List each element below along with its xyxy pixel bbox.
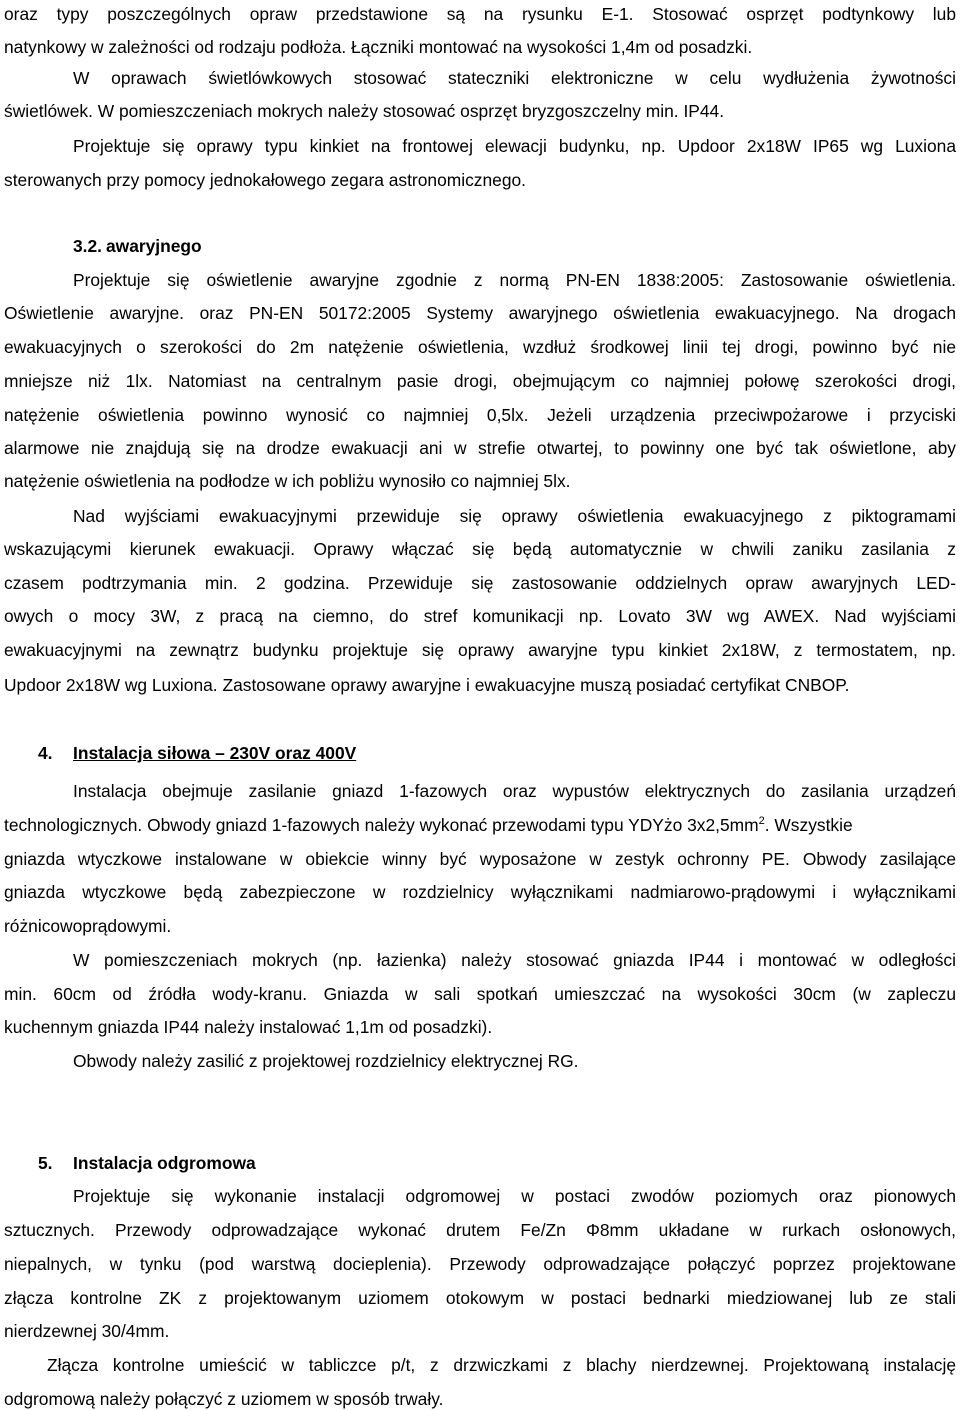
paragraph-line: Projektuje się wykonanie instalacji odgromowej w postaci zwodów poziomych oraz pionowych bbox=[73, 1186, 956, 1206]
paragraph-line: oraz typy poszczególnych opraw przedstawione są na rysunku E-1. Stosować osprzęt podtynkowy lub bbox=[4, 4, 956, 24]
paragraph-line: W pomieszczeniach mokrych (np. łazienka) należy stosować gniazda IP44 i montować w odległości bbox=[73, 950, 956, 970]
section-number: 3.2. bbox=[73, 236, 103, 256]
paragraph-line: W oprawach świetlówkowych stosować stateczniki elektroniczne w celu wydłużenia żywotności bbox=[73, 68, 956, 88]
section-title: Instalacja odgromowa bbox=[73, 1153, 256, 1173]
paragraph-line: sztucznych. Przewody odprowadzające wykonać drutem Fe/Zn Φ8mm układane w rurkach osłonowych, bbox=[4, 1220, 956, 1240]
paragraph-line: różnicowoprądowymi. bbox=[4, 916, 172, 936]
section-title: Instalacja siłowa – 230V oraz 400V bbox=[73, 743, 357, 763]
paragraph-line: gniazda wtyczkowe będą zabezpieczone w rozdzielnicy wyłącznikami nadmiarowo-prądowymi i wyłącznikami bbox=[4, 882, 956, 902]
paragraph-line: mniejsze niż 1lx. Natomiast na centralnym pasie drogi, obejmującym co najmniej połowę szerokości drogi, bbox=[4, 371, 956, 391]
paragraph-line: alarmowe nie znajdują się na drodze ewakuacji ani w strefie otwartej, to powinny one być tak oświetlone, aby bbox=[4, 438, 956, 458]
paragraph-line: gniazda wtyczkowe instalowane w obiekcie winny być wyposażone w zestyk ochronny PE. Obwody zasilające bbox=[4, 849, 956, 869]
paragraph-line: Złącza kontrolne umieścić w tabliczce p/t, z drzwiczkami z blachy nierdzewnej. Projektowaną instalację bbox=[47, 1355, 956, 1375]
paragraph-line: ewakuacyjnych o szerokości do 2m natężenie oświetlenia, wzdłuż środkowej linii tej drogi, powinno być nie bbox=[4, 337, 956, 357]
paragraph-line: odgromową należy połączyć z uziomem w sposób trwały. bbox=[4, 1389, 444, 1409]
paragraph-line: natężenie oświetlenia na podłodze w ich pobliżu wynosiło co najmniej 5lx. bbox=[4, 471, 571, 491]
section-number: 4. bbox=[38, 743, 53, 763]
paragraph-line: natynkowy w zależności od rodzaju podłoża. Łączniki montować na wysokości 1,4m od posadzki. bbox=[4, 37, 753, 57]
paragraph-line: kuchennym gniazda IP44 należy instalować 1,1m od posadzki). bbox=[4, 1017, 493, 1037]
paragraph-line: ewakuacyjnymi na zewnątrz budynku projektuje się oprawy awaryjne typu kinkiet 2x18W, z termostatem, np. bbox=[4, 640, 956, 660]
paragraph-line: sterowanych przy pomocy jednokałowego zegara astronomicznego. bbox=[4, 170, 526, 190]
section-title: awaryjnego bbox=[106, 236, 202, 256]
section-number: 5. bbox=[38, 1153, 53, 1173]
paragraph-line: min. 60cm od źródła wody-kranu. Gniazda w sali spotkań umieszczać na wysokości 30cm (w zapleczu bbox=[4, 984, 956, 1004]
paragraph-line: Updoor 2x18W wg Luxiona. Zastosowane oprawy awaryjne i ewakuacyjne muszą posiadać certyfikat CNBOP. bbox=[4, 675, 850, 695]
paragraph-line: Projektuje się oprawy typu kinkiet na frontowej elewacji budynku, np. Updoor 2x18W IP65 wg Luxiona bbox=[73, 136, 956, 156]
paragraph-line: Instalacja obejmuje zasilanie gniazd 1-fazowych oraz wypustów elektrycznych do zasilania urządzeń bbox=[73, 781, 956, 801]
text-span: . Wszystkie bbox=[764, 815, 853, 835]
paragraph-line: natężenie oświetlenia powinno wynosić co najmniej 0,5lx. Jeżeli urządzenia przeciwpożarowe i przyciski bbox=[4, 405, 956, 425]
paragraph-line: wskazującymi kierunek ewakuacji. Oprawy włączać się będą automatycznie w chwili zaniku zasilania z bbox=[4, 539, 956, 559]
paragraph-line: niepalnych, w tynku (pod warstwą docieplenia). Przewody odprowadzające połączyć poprzez projektowane bbox=[4, 1254, 956, 1274]
paragraph-line: złącza kontrolne ZK z projektowanym uziomem otokowym w postaci bednarki miedziowanej lub ze stali bbox=[4, 1288, 956, 1308]
paragraph-line: Nad wyjściami ewakuacyjnymi przewiduje się oprawy oświetlenia ewakuacyjnego z piktogramami bbox=[73, 506, 956, 526]
superscript: 2 bbox=[758, 815, 765, 828]
paragraph-line: Oświetlenie awaryjne. oraz PN-EN 50172:2005 Systemy awaryjnego oświetlenia ewakuacyjnego. Na drogach bbox=[4, 303, 956, 323]
paragraph-line: owych o mocy 3W, z pracą na ciemno, do stref komunikacji np. Lovato 3W wg AWEX. Nad wyjściami bbox=[4, 606, 956, 626]
paragraph-line: nierdzewnej 30/4mm. bbox=[4, 1321, 170, 1341]
paragraph-line: czasem podtrzymania min. 2 godzina. Przewiduje się zastosowanie oddzielnych opraw awaryjnych LED- bbox=[4, 573, 956, 593]
paragraph-line: świetlówek. W pomieszczeniach mokrych należy stosować osprzęt bryzgoszczelny min. IP44. bbox=[4, 101, 725, 121]
paragraph-line bbox=[4, 814, 956, 836]
paragraph-line: Obwody należy zasilić z projektowej rozdzielnicy elektrycznej RG. bbox=[73, 1051, 579, 1071]
text-span: technologicznych. Obwody gniazd 1-fazowych należy wykonać przewodami typu YDYżo 3x2,5mm bbox=[4, 815, 759, 835]
paragraph-line: Projektuje się oświetlenie awaryjne zgodnie z normą PN-EN 1838:2005: Zastosowanie oświetlenia. bbox=[73, 270, 956, 290]
